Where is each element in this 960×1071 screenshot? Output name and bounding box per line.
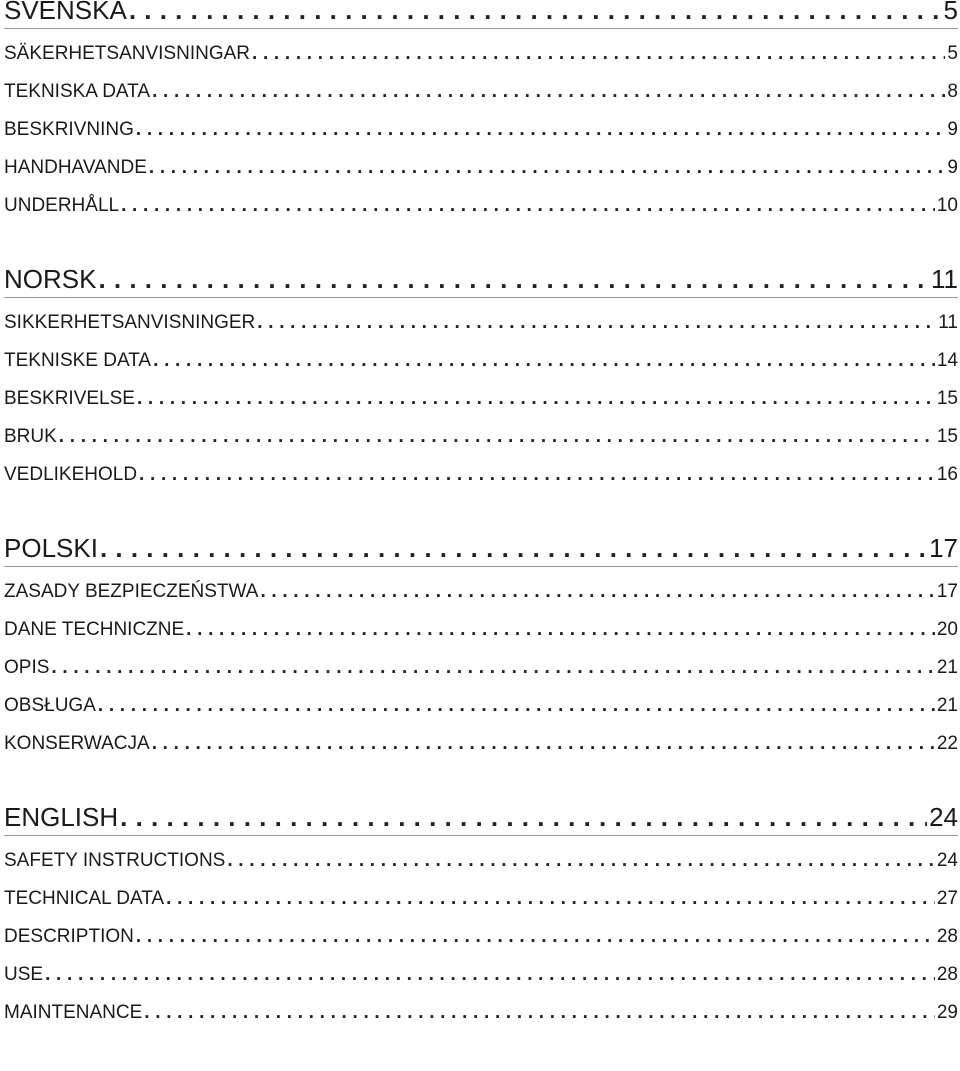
toc-item-label: BRUK (4, 426, 57, 447)
toc-item[interactable] (4, 35, 958, 73)
toc-item-page: 28 (936, 926, 958, 947)
toc-item-label: ZASADY BEZPIECZEŃSTWA (4, 581, 259, 602)
dot-leader (45, 956, 935, 994)
toc-item-label: BESKRIVNING (4, 119, 134, 140)
toc-item[interactable] (4, 725, 958, 763)
dot-leader (137, 380, 935, 418)
toc-item[interactable] (4, 342, 958, 380)
toc-section-polski (4, 530, 958, 763)
toc-item-label: USE (4, 964, 44, 985)
dot-leader (100, 530, 927, 566)
dot-leader (227, 842, 935, 880)
toc-item[interactable] (4, 187, 958, 225)
toc-item[interactable] (4, 149, 958, 187)
dot-leader (136, 111, 946, 149)
toc-item-page: 27 (936, 888, 958, 909)
toc-heading[interactable] (4, 530, 958, 567)
dot-leader (139, 456, 935, 494)
toc-item-page: 15 (936, 426, 958, 447)
toc-item-label: DESCRIPTION (4, 926, 134, 947)
toc-item-label: SIKKERHETSANVISNINGER (4, 312, 256, 333)
toc-item-page: 8 (947, 81, 958, 102)
dot-leader (121, 187, 935, 225)
dot-leader (136, 918, 935, 956)
toc-item-label: OBSŁUGA (4, 695, 96, 716)
toc-item-label: TEKNISKE DATA (4, 350, 152, 371)
toc-heading-page: 24 (929, 802, 958, 832)
toc-item-page: 15 (936, 388, 958, 409)
toc-item[interactable] (4, 418, 958, 456)
toc-item-label: MAINTENANCE (4, 1002, 143, 1023)
toc-heading[interactable] (4, 799, 958, 836)
toc-item-page: 16 (936, 464, 958, 485)
toc-section-english (4, 799, 958, 1032)
toc-item-page: 29 (936, 1002, 958, 1023)
toc-heading[interactable] (4, 0, 958, 29)
toc-item[interactable] (4, 611, 958, 649)
toc-item-page: 9 (947, 157, 958, 178)
toc-item[interactable] (4, 111, 958, 149)
dot-leader (252, 35, 945, 73)
toc-item-label: UNDERHÅLL (4, 195, 120, 216)
dot-leader (166, 880, 935, 918)
dot-leader (186, 611, 935, 649)
dot-leader (144, 994, 935, 1032)
toc-item-page: 5 (947, 43, 958, 64)
dot-leader (98, 687, 935, 725)
toc-heading-label: ENGLISH (4, 802, 119, 832)
toc-item-page: 11 (938, 312, 958, 333)
toc-item-label: BESKRIVELSE (4, 388, 135, 409)
dot-leader (149, 149, 946, 187)
toc-item-label: TEKNISKA DATA (4, 81, 151, 102)
toc-item-page: 28 (936, 964, 958, 985)
toc-item[interactable] (4, 649, 958, 687)
toc-heading-page: 17 (929, 533, 958, 563)
dot-leader (59, 418, 935, 456)
dot-leader (98, 261, 929, 297)
toc-item-page: 22 (936, 733, 958, 754)
toc-item-page: 10 (936, 195, 958, 216)
toc-item-label: TECHNICAL DATA (4, 888, 165, 909)
toc-item[interactable] (4, 842, 958, 880)
toc-item[interactable] (4, 994, 958, 1032)
dot-leader (152, 725, 935, 763)
dot-leader (129, 0, 942, 28)
toc-heading-label: POLSKI (4, 533, 98, 563)
toc-item-page: 20 (936, 619, 958, 640)
toc-item[interactable] (4, 73, 958, 111)
toc-item[interactable] (4, 456, 958, 494)
toc-heading-page: 11 (931, 264, 958, 294)
toc-item[interactable] (4, 956, 958, 994)
toc-heading-page: 5 (943, 0, 958, 25)
table-of-contents (4, 0, 958, 1068)
toc-heading[interactable] (4, 261, 958, 298)
toc-item-label: SÄKERHETSANVISNINGAR (4, 43, 250, 64)
toc-section-norsk (4, 261, 958, 494)
toc-item[interactable] (4, 880, 958, 918)
toc-item[interactable] (4, 380, 958, 418)
toc-heading-label: NORSK (4, 264, 97, 294)
dot-leader (153, 342, 935, 380)
toc-item[interactable] (4, 573, 958, 611)
toc-item-page: 17 (936, 581, 958, 602)
dot-leader (120, 799, 927, 835)
toc-item[interactable] (4, 687, 958, 725)
toc-item-page: 9 (947, 119, 958, 140)
toc-item[interactable] (4, 304, 958, 342)
toc-item-label: OPIS (4, 657, 50, 678)
dot-leader (51, 649, 934, 687)
toc-item-label: KONSERWACJA (4, 733, 150, 754)
toc-item-page: 14 (936, 350, 958, 371)
toc-section-svenska (4, 0, 958, 225)
dot-leader (257, 304, 936, 342)
toc-item-page: 21 (936, 695, 958, 716)
toc-item-label: SAFETY INSTRUCTIONS (4, 850, 226, 871)
toc-item-label: VEDLIKEHOLD (4, 464, 138, 485)
toc-item-label: DANE TECHNICZNE (4, 619, 185, 640)
dot-leader (260, 573, 934, 611)
toc-item-label: HANDHAVANDE (4, 157, 147, 178)
toc-item-page: 21 (936, 657, 958, 678)
dot-leader (152, 73, 945, 111)
toc-item[interactable] (4, 918, 958, 956)
toc-item-page: 24 (936, 850, 958, 871)
toc-heading-label: SVENSKA (4, 0, 127, 25)
